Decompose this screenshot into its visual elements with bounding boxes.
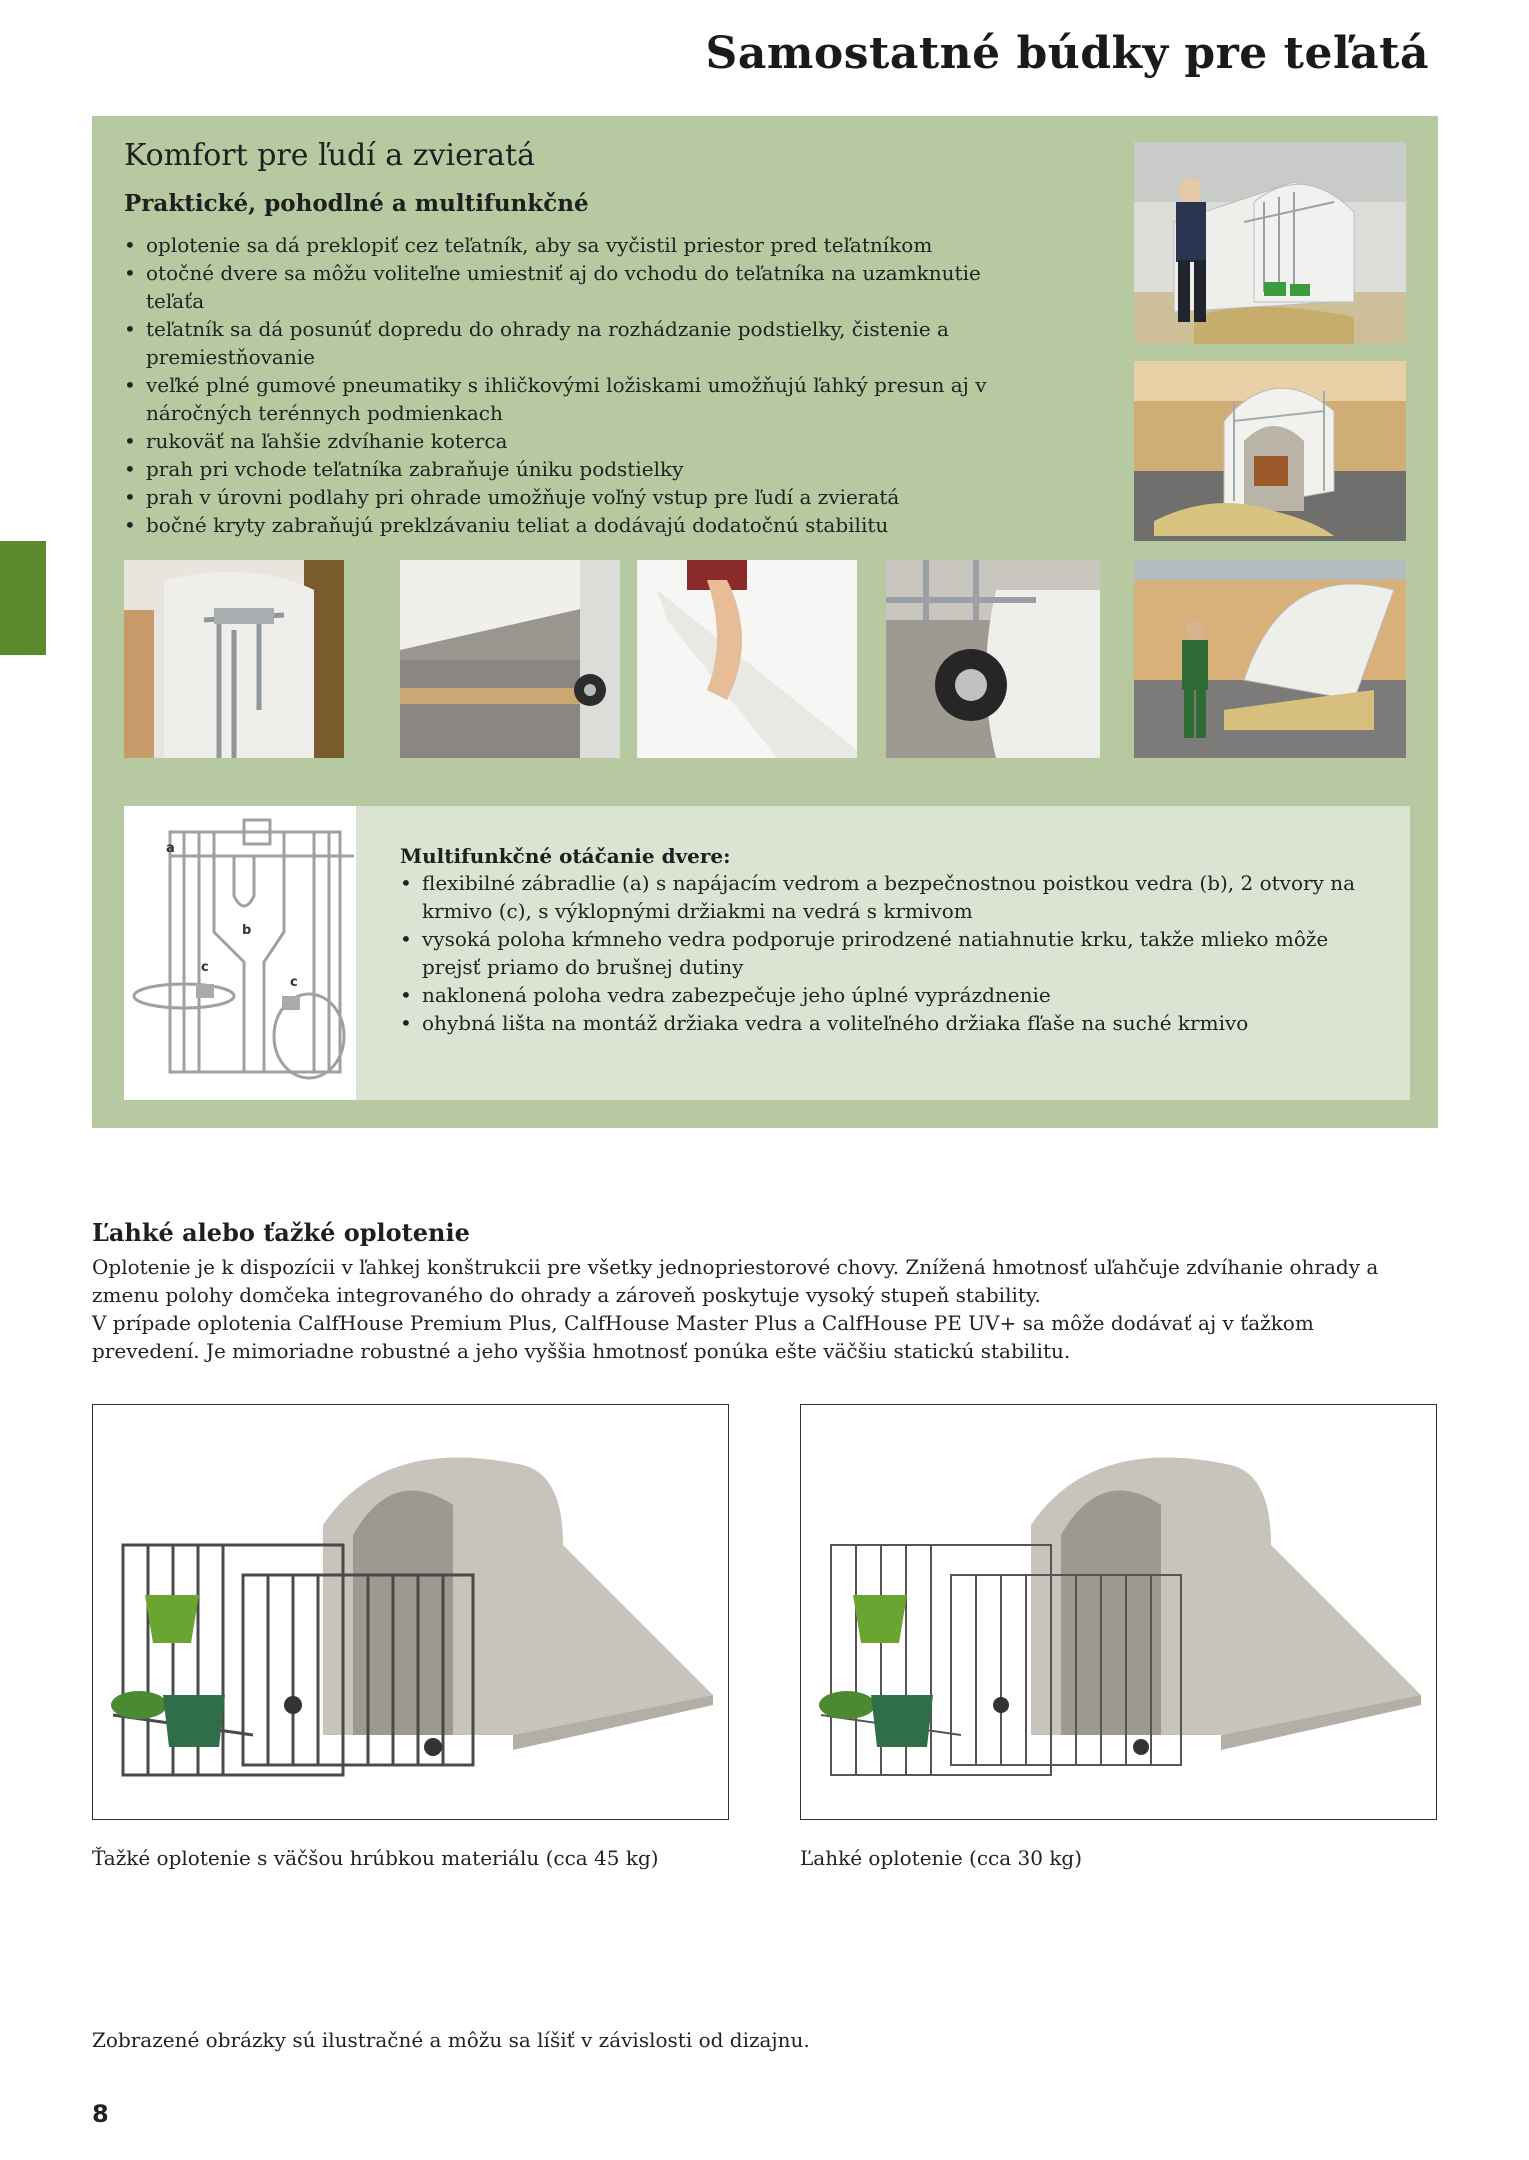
caption-light-fence: Ľahké oplotenie (cca 30 kg) bbox=[800, 1846, 1083, 1870]
list-item: • flexibilné zábradlie (a) s napájacím vedrom a bezpečnostnou poistkou vedra (b), 2 otvory na krmivo (c), s výklopnými držiakmi na vedrá s krmivom bbox=[400, 869, 1380, 925]
list-item: • vysoká poloha kŕmneho vedra podporuje prirodzené natiahnutie krku, takže mlieko môže prejsť priamo do brušnej dutiny bbox=[400, 925, 1380, 981]
product-image-heavy-fence bbox=[92, 1404, 729, 1820]
photo-threshold-wheel bbox=[400, 560, 620, 758]
list-item: • oplotenie sa dá preklopiť cez teľatník, aby sa vyčistil priestor pred teľatníkom bbox=[124, 231, 1004, 259]
multi-door-title: Multifunkčné otáčanie dvere: bbox=[400, 844, 731, 868]
photo-handle-grip bbox=[637, 560, 857, 758]
photo-lifting-hutch bbox=[1134, 560, 1406, 758]
list-item: • teľatník sa dá posunúť dopredu do ohrady na rozhádzanie podstielky, čistenie a premiestňovanie bbox=[124, 315, 1004, 371]
comfort-heading: Komfort pre ľudí a zvieratá bbox=[124, 138, 535, 173]
side-tab-marker bbox=[0, 541, 46, 655]
disclaimer-footnote: Zobrazené obrázky sú ilustračné a môžu sa líšiť v závislosti od dizajnu. bbox=[92, 2028, 810, 2052]
page-title: Samostatné búdky pre teľatá bbox=[705, 28, 1429, 79]
diagram-label-b: b bbox=[242, 923, 252, 938]
list-item: • ohybná lišta na montáž držiaka vedra a voliteľného držiaka fľaše na suché krmivo bbox=[400, 1009, 1380, 1037]
list-item: • rukoväť na ľahšie zdvíhanie koterca bbox=[124, 427, 1004, 455]
list-item: • bočné kryty zabraňujú preklzávaniu teliat a dodávajú dodatočnú stabilitu bbox=[124, 511, 1004, 539]
caption-heavy-fence: Ťažké oplotenie s väčšou hrúbkou materiálu (cca 45 kg) bbox=[92, 1846, 659, 1870]
product-image-light-fence bbox=[800, 1404, 1437, 1820]
list-item: • prah pri vchode teľatníka zabraňuje úniku podstielky bbox=[124, 455, 1004, 483]
list-item: • veľké plné gumové pneumatiky s ihličkovými ložiskami umožňujú ľahký presun aj v náročných terénnych podmienkach bbox=[124, 371, 1004, 427]
fencing-paragraph: V prípade oplotenia CalfHouse Premium Plus, CalfHouse Master Plus a CalfHouse PE UV+ sa môže dodávať aj v ťažkom prevedení. Je mimoriadne robustné a jeho vyššia hmotnosť ponúka ešte väčšiu statickú stabilitu. bbox=[92, 1311, 1314, 1363]
multi-door-bullet-list bbox=[400, 869, 1380, 1037]
photo-bracket-detail bbox=[124, 560, 344, 758]
door-diagram bbox=[124, 806, 356, 1100]
comfort-bullet-list bbox=[124, 231, 1004, 539]
diagram-label-c-right: c bbox=[290, 975, 298, 990]
fencing-paragraph: Oplotenie je k dispozícii v ľahkej konštrukcii pre všetky jednopriestorové chovy. Znížená hmotnosť uľahčuje zdvíhanie ohrady a zmenu polohy domčeka integrovaného do ohrady a zároveň poskytuje vysoký stupeň stability. bbox=[92, 1255, 1379, 1307]
diagram-label-c-left: c bbox=[201, 960, 209, 975]
photo-wheel-detail bbox=[886, 560, 1100, 758]
diagram-label-a: a bbox=[166, 841, 175, 856]
fencing-description bbox=[92, 1253, 1392, 1365]
list-item: • otočné dvere sa môžu voliteľne umiestniť aj do vchodu do teľatníka na uzamknutie teľaťa bbox=[124, 259, 1004, 315]
comfort-subheading: Praktické, pohodlné a multifunkčné bbox=[124, 190, 589, 217]
list-item: • naklonená poloha vedra zabezpečuje jeho úplné vyprázdnenie bbox=[400, 981, 1380, 1009]
photo-calf-hutch bbox=[1134, 361, 1406, 541]
fencing-heading: Ľahké alebo ťažké oplotenie bbox=[92, 1218, 470, 1247]
list-item: • prah v úrovni podlahy pri ohrade umožňuje voľný vstup pre ľudí a zvieratá bbox=[124, 483, 1004, 511]
page-number: 8 bbox=[92, 2100, 109, 2128]
photo-fence-flip bbox=[1134, 142, 1406, 344]
